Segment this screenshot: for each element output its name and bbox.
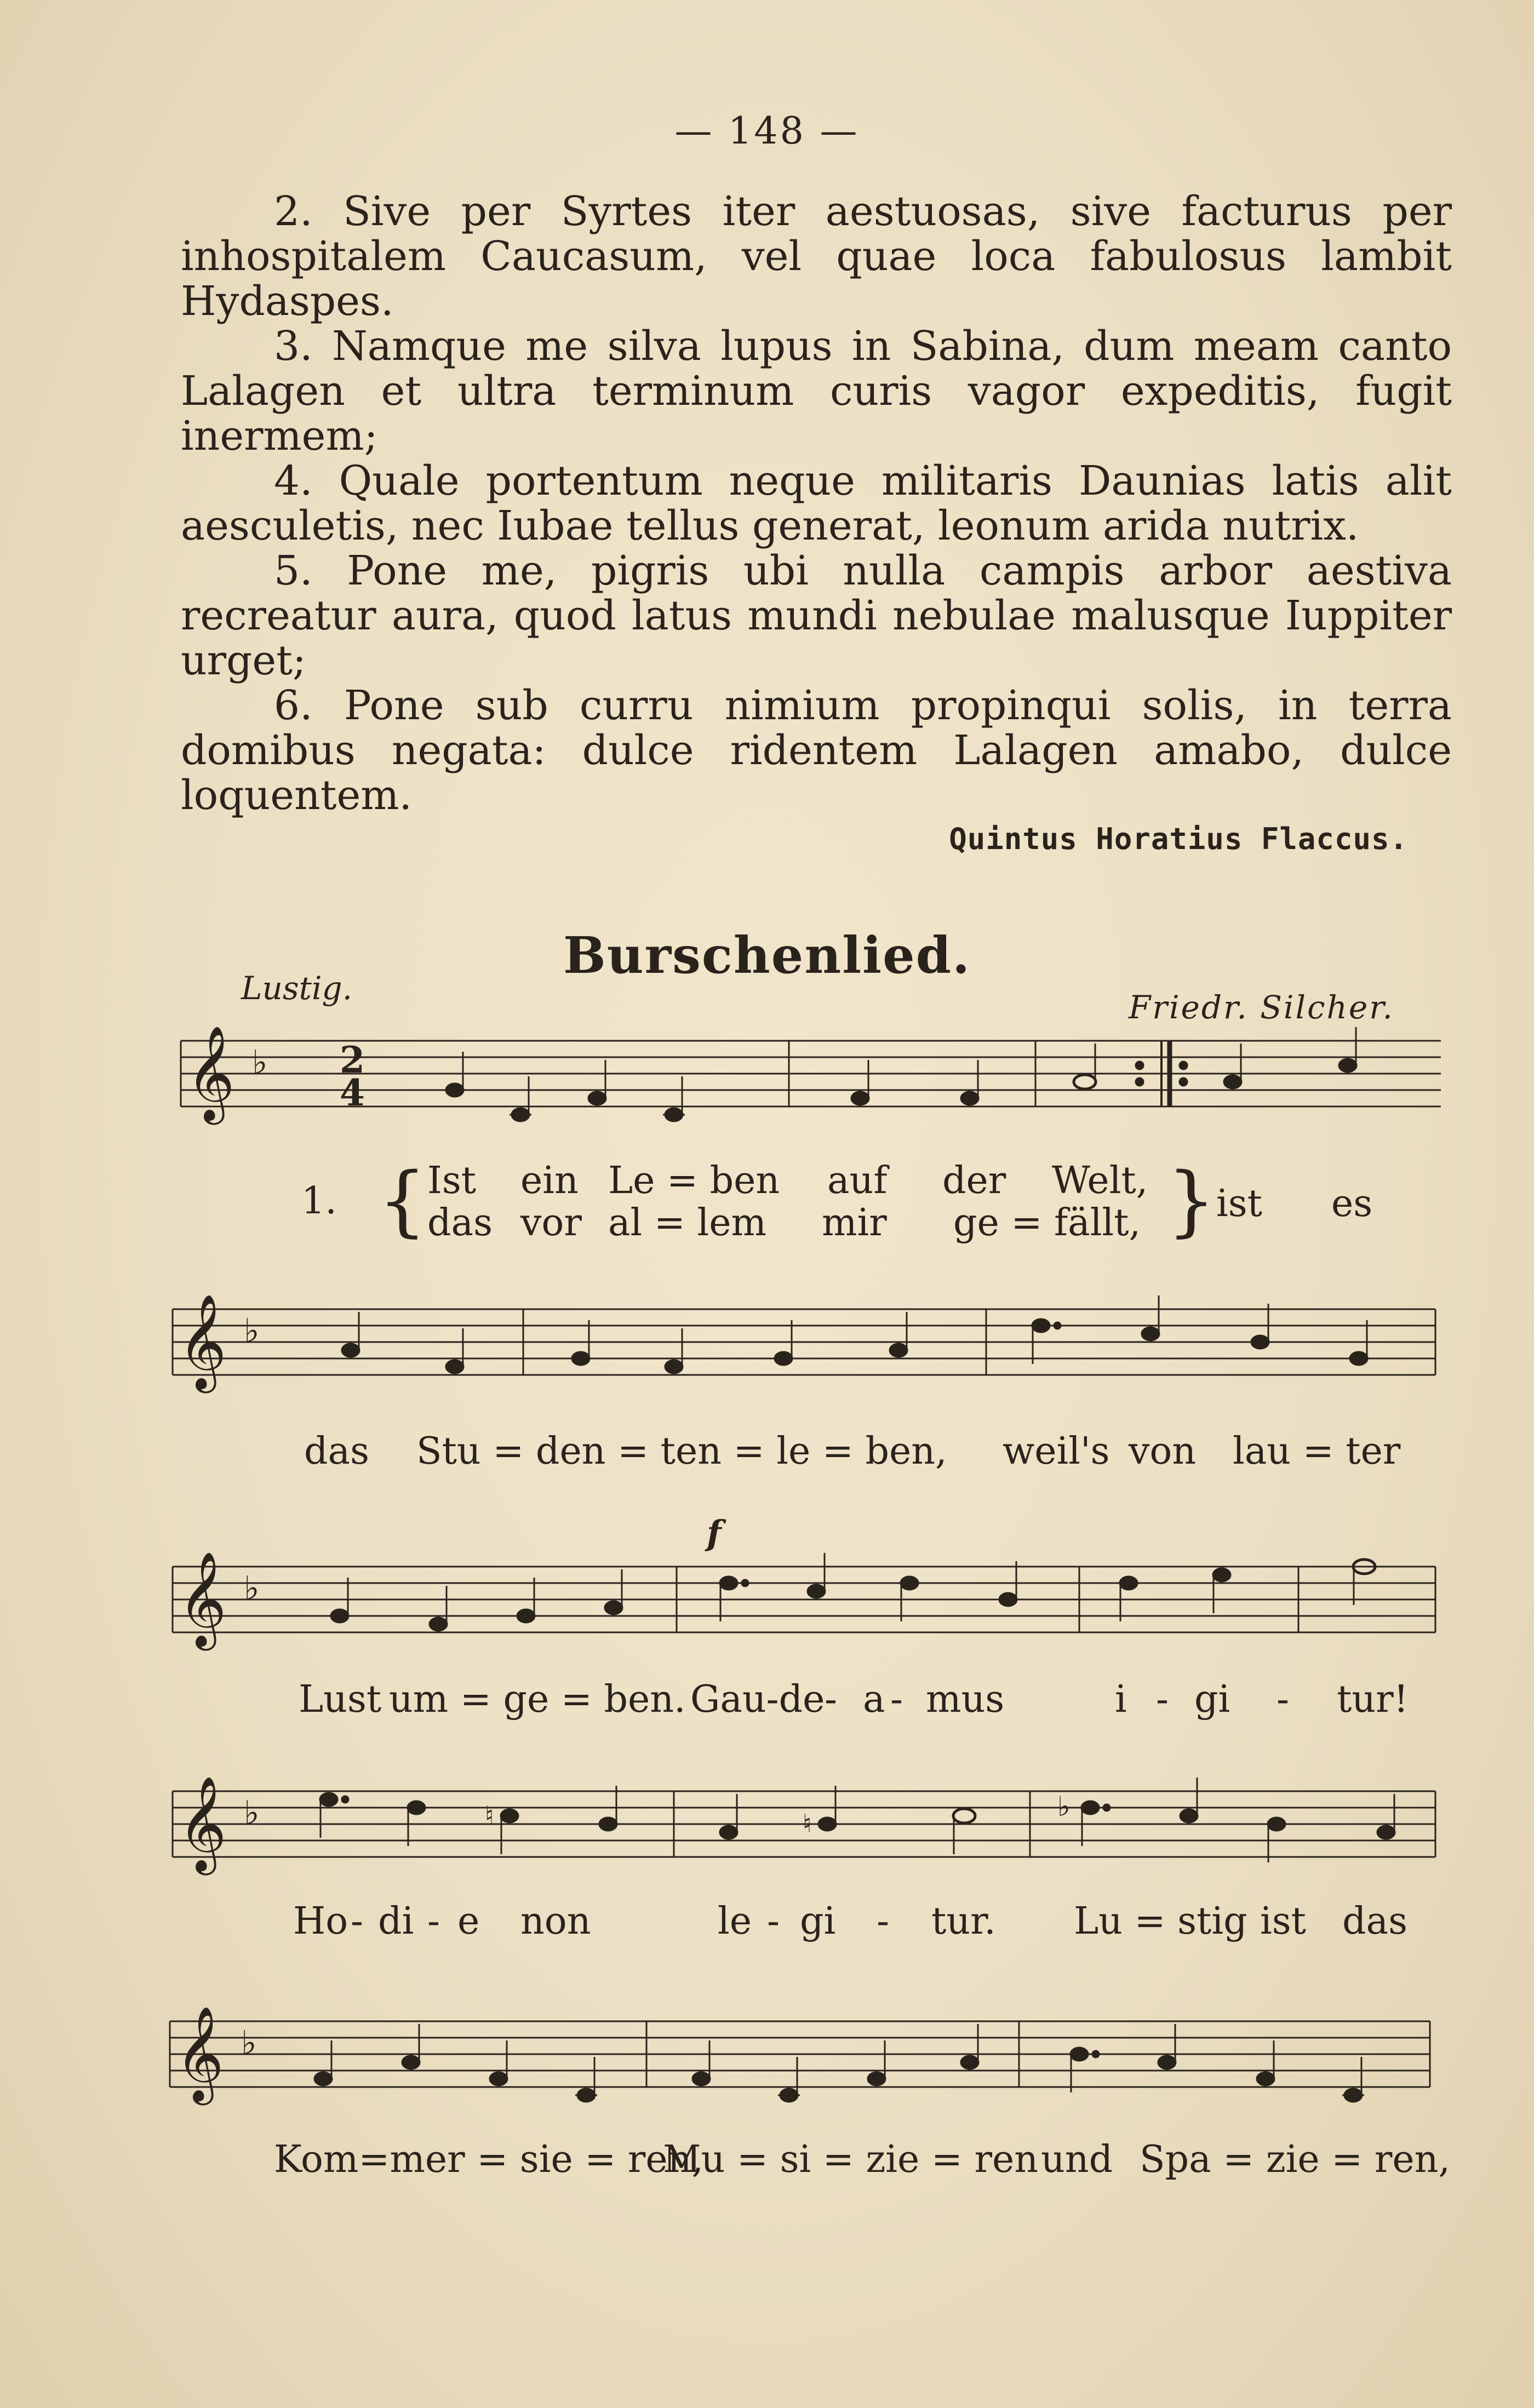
svg-text:♭: ♭ bbox=[1057, 1791, 1071, 1822]
lyric: ist bbox=[1216, 1182, 1262, 1225]
music-system-2 bbox=[0, 1287, 1534, 1506]
lyric: ist bbox=[1260, 1900, 1306, 1943]
notes bbox=[342, 1295, 1367, 1373]
lyric: al = lem bbox=[608, 1201, 766, 1245]
staff-lines bbox=[173, 1309, 1435, 1375]
latin-verses bbox=[181, 189, 1452, 818]
flat-icon: ♭ bbox=[241, 2024, 257, 2062]
brace-left: { bbox=[378, 1156, 427, 1246]
time-signature-bottom: 4 bbox=[340, 1071, 365, 1114]
staff-lines bbox=[170, 2021, 1430, 2087]
lyric: das bbox=[427, 1201, 493, 1245]
treble-clef-icon: 𝄞 bbox=[178, 1776, 227, 1871]
brace-right: } bbox=[1167, 1156, 1216, 1246]
verse-number: 1. bbox=[301, 1179, 337, 1223]
dynamic-marking: f bbox=[707, 1513, 722, 1553]
svg-text:♮: ♮ bbox=[803, 1809, 812, 1838]
lyric: le bbox=[718, 1900, 752, 1943]
notes bbox=[331, 1553, 1375, 1631]
lyric: i bbox=[1115, 1678, 1127, 1721]
lyric: weil's bbox=[1003, 1430, 1110, 1473]
lyric: Spa = zie = ren, bbox=[1140, 2138, 1451, 2181]
lyric: non bbox=[520, 1900, 591, 1943]
lyric: der bbox=[942, 1159, 1006, 1202]
music-system-4 bbox=[0, 1758, 1534, 1977]
lyric: Welt, bbox=[1052, 1159, 1148, 1202]
lyric: es bbox=[1331, 1182, 1373, 1225]
staff-lines bbox=[173, 1567, 1435, 1632]
poem-author: Quintus Horatius Flaccus. bbox=[949, 822, 1408, 856]
lyric: Gau-de bbox=[690, 1678, 825, 1721]
lyric: Le = ben bbox=[608, 1159, 780, 1202]
lyric: vor bbox=[520, 1201, 582, 1245]
lyric: - bbox=[351, 1900, 363, 1943]
notes bbox=[314, 2024, 1364, 2102]
lyric: gi bbox=[800, 1900, 836, 1943]
lyric: ein bbox=[520, 1159, 579, 1202]
lyric: auf bbox=[827, 1159, 888, 1202]
lyric: ge = fällt, bbox=[953, 1201, 1141, 1245]
lyric: tur! bbox=[1337, 1678, 1409, 1721]
lyric: mus bbox=[926, 1678, 1005, 1721]
composer: Friedr. Silcher. bbox=[1129, 989, 1394, 1026]
lyric: - bbox=[890, 1678, 903, 1721]
staff-lines bbox=[181, 1041, 1441, 1106]
lyric: Lust bbox=[299, 1678, 382, 1721]
flat-icon: ♭ bbox=[244, 1794, 260, 1832]
lyric: - bbox=[825, 1678, 837, 1721]
flat-icon: ♭ bbox=[244, 1312, 260, 1350]
treble-clef-icon: 𝄞 bbox=[178, 1551, 227, 1647]
lyric: Lu = stig bbox=[1074, 1900, 1247, 1943]
page-number: — 148 — bbox=[674, 110, 860, 153]
lyric: gi bbox=[1194, 1678, 1230, 1721]
verse-4: 4. Quale portentum neque militaris Daunias latis alit aesculetis, nec Iubae tellus generat, leonum arida nutrix. bbox=[181, 457, 1452, 549]
lyric: das bbox=[1342, 1900, 1407, 1943]
verse-3: 3. Namque me silva lupus in Sabina, dum meam canto Lalagen et ultra terminum curis vagor expeditis, fugit inermem; bbox=[181, 323, 1452, 460]
flat-icon: ♭ bbox=[252, 1044, 268, 1082]
notes bbox=[320, 1778, 1395, 1862]
music-system-1 bbox=[0, 1019, 1534, 1260]
lyric: - bbox=[877, 1900, 889, 1943]
song-title: Burschenlied. bbox=[563, 926, 971, 985]
lyric: a bbox=[863, 1678, 885, 1721]
lyric: - bbox=[1156, 1678, 1169, 1721]
lyric: Mu = si = zie = ren bbox=[663, 2138, 1039, 2181]
lyric: - bbox=[1277, 1678, 1289, 1721]
lyric: Ho bbox=[293, 1900, 348, 1943]
lyric: - bbox=[767, 1900, 780, 1943]
lyric: tur. bbox=[931, 1900, 996, 1943]
lyric: e bbox=[457, 1900, 480, 1943]
treble-clef-icon: 𝄞 bbox=[186, 1025, 235, 1121]
time-signature-top: 2 bbox=[340, 1039, 365, 1081]
music-system-5 bbox=[0, 1983, 1534, 2213]
flat-icon: ♭ bbox=[244, 1569, 260, 1608]
verse-2: 2. Sive per Syrtes iter aestuosas, sive facturus per inhospitalem Caucasum, vel quae loca fabulosus lambit Hydaspes. bbox=[181, 188, 1452, 325]
lyric: - bbox=[427, 1900, 440, 1943]
verse-5: 5. Pone me, pigris ubi nulla campis arbor aestiva recreatur aura, quod latus mundi nebulae malusque Iuppiter urget; bbox=[181, 547, 1452, 684]
svg-text:♮: ♮ bbox=[485, 1801, 494, 1830]
lyric: und bbox=[1041, 2138, 1113, 2181]
treble-clef-icon: 𝄞 bbox=[178, 1294, 227, 1389]
lyric: lau = ter bbox=[1233, 1430, 1401, 1473]
lyric: di bbox=[378, 1900, 414, 1943]
treble-clef-icon: 𝄞 bbox=[175, 2006, 224, 2101]
lyric: das bbox=[304, 1430, 369, 1473]
music-system-3 bbox=[0, 1513, 1534, 1742]
lyric: Ist bbox=[427, 1159, 477, 1202]
lyric: um = ge = ben. bbox=[389, 1678, 686, 1721]
lyric: Stu = den = ten = le = ben, bbox=[416, 1430, 947, 1473]
lyric: mir bbox=[822, 1201, 887, 1245]
tempo-marking: Lustig. bbox=[241, 970, 353, 1007]
lyric: von bbox=[1129, 1430, 1197, 1473]
lyric: Kom=mer = sie = ren, bbox=[274, 2138, 704, 2181]
verse-6: 6. Pone sub curru nimium propinqui solis, in terra domibus negata: dulce ridentem Lalagen amabo, dulce loquentem. bbox=[181, 682, 1452, 819]
